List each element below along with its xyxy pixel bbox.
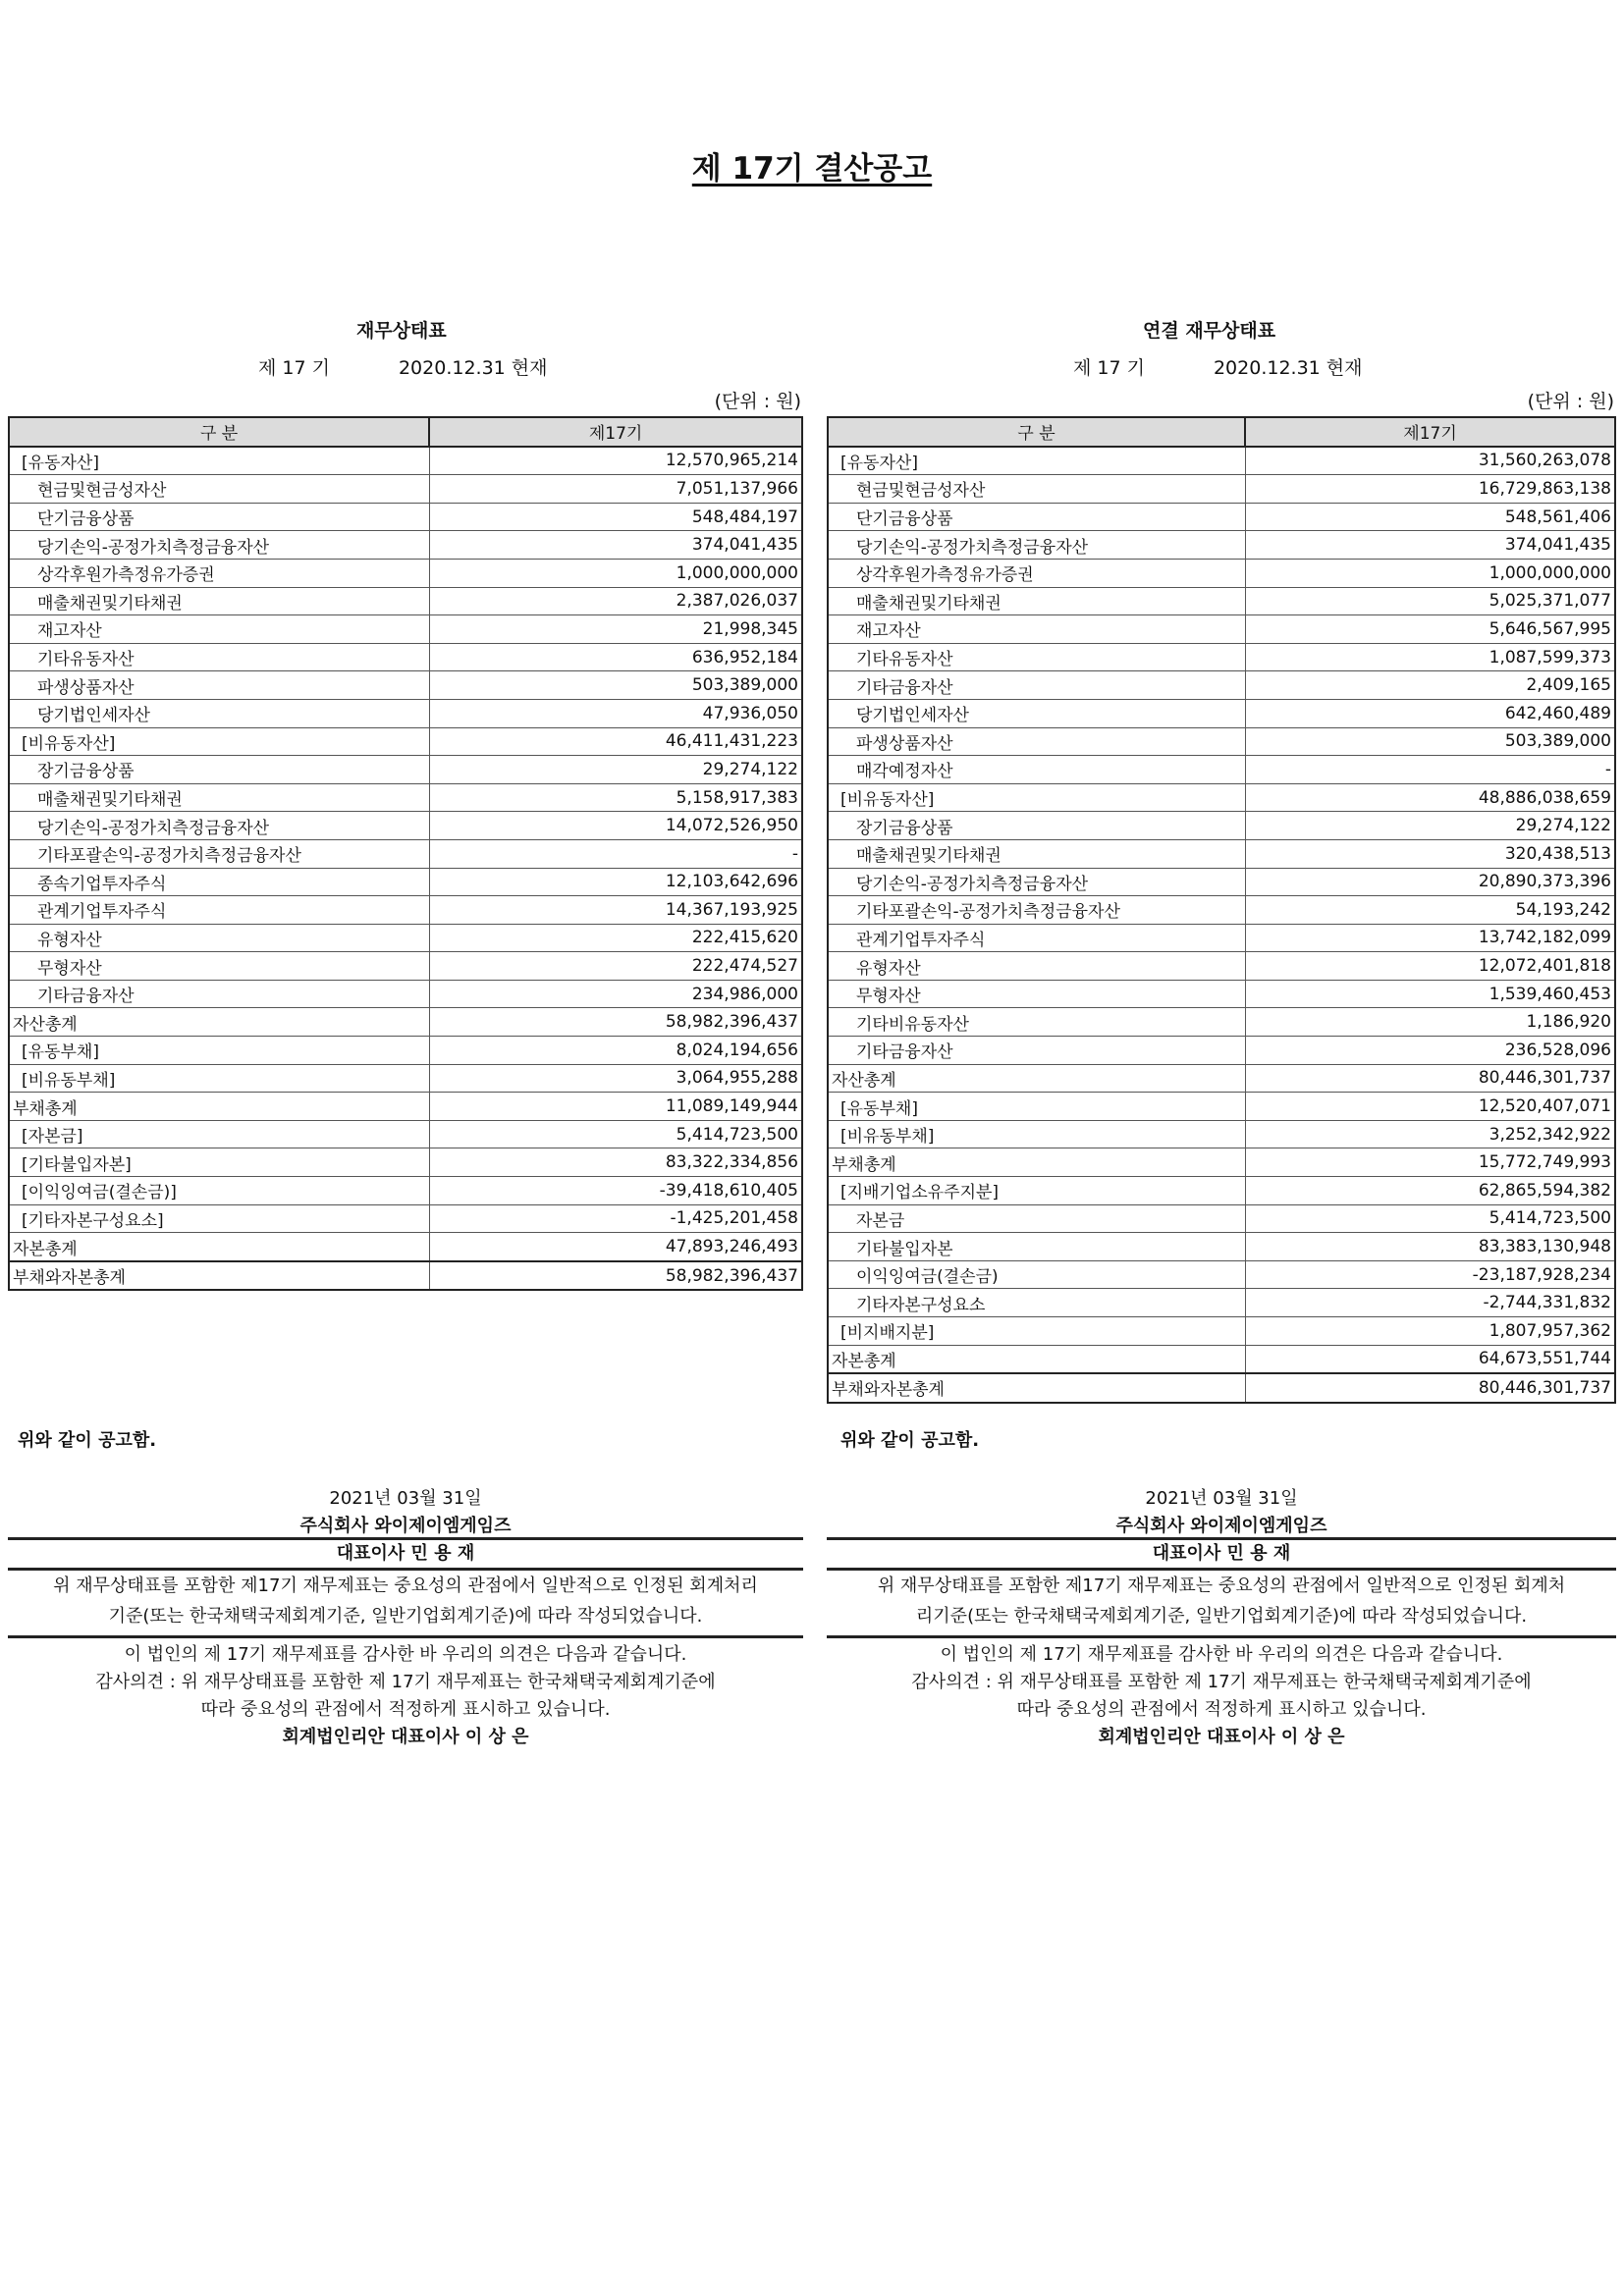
row-label: 자본총계 [828, 1345, 1245, 1373]
table-row [9, 727, 802, 756]
row-label: 자본금 [828, 1204, 1245, 1233]
row-label: 단기금융상품 [9, 503, 429, 531]
table-row [9, 839, 802, 868]
row-amount: 16,729,863,138 [1245, 475, 1615, 504]
table-row [9, 671, 802, 700]
audit-statement: 위 재무상태표를 포함한 제17기 재무제표는 중요성의 관점에서 일반적으로 인정된 회계처 리기준(또는 한국채택국제회계기준, 일반기업회계기준)에 따라 작성되었습니다. [827, 1571, 1616, 1638]
statement-title: 연결 재무상태표 [1143, 320, 1276, 342]
row-label: 자산총계 [828, 1064, 1245, 1093]
row-amount: 5,158,917,383 [429, 783, 802, 812]
row-label: 기타금융자산 [9, 980, 429, 1008]
table-row [9, 952, 802, 981]
row-amount: 64,673,551,744 [1245, 1345, 1615, 1373]
row-amount: 21,998,345 [429, 615, 802, 644]
table-row [828, 1120, 1615, 1148]
audit-opinion: 이 법인의 제 17기 재무제표를 감사한 바 우리의 의견은 다음과 같습니다. 감사의견 : 위 재무상태표를 포함한 제 17기 재무제표는 한국채택국제회계기준에 따라 중요성의 관점에서 적정하게 표시하고 있습니다. 회계법인리안 대표이사 이 상 은 [8, 1641, 803, 1751]
table-row [828, 812, 1615, 840]
row-label: 매출채권및기타채권 [9, 587, 429, 615]
ceo-name: 대표이사 민 용 재 [827, 1537, 1616, 1571]
row-amount: 374,041,435 [1245, 531, 1615, 560]
row-amount: 1,000,000,000 [429, 559, 802, 587]
row-label: 부채와자본총계 [828, 1373, 1245, 1403]
row-amount: 83,383,130,948 [1245, 1233, 1615, 1261]
closing-statement: 위와 같이 공고함. [18, 1430, 157, 1451]
consolidated-balance-sheet-table [827, 416, 1616, 1404]
row-amount: 8,024,194,656 [429, 1037, 802, 1065]
row-label: [기타불입자본] [9, 1148, 429, 1177]
table-row [9, 1177, 802, 1205]
table-row [9, 868, 802, 896]
table-row [828, 475, 1615, 504]
table-row [828, 503, 1615, 531]
row-amount: 54,193,242 [1245, 896, 1615, 925]
table-row [9, 812, 802, 840]
statement-period: 제 17 기 2020.12.31 현재 [258, 357, 548, 379]
table-row [9, 615, 802, 644]
row-label: [비유동자산] [828, 783, 1245, 812]
row-amount: 83,322,334,856 [429, 1148, 802, 1177]
column-header-category: 구 분 [9, 417, 429, 447]
row-label: 당기손익-공정가치측정금융자산 [9, 531, 429, 560]
row-label: 기타포괄손익-공정가치측정금융자산 [9, 839, 429, 868]
ceo-name: 대표이사 민 용 재 [8, 1537, 803, 1571]
row-label: 부채와자본총계 [9, 1261, 429, 1291]
table-header-row [9, 417, 802, 447]
row-label: [자본금] [9, 1120, 429, 1148]
table-row [9, 1261, 802, 1291]
table-row [828, 1177, 1615, 1205]
table-row [828, 587, 1615, 615]
table-row [828, 783, 1615, 812]
table-row [9, 1120, 802, 1148]
row-amount: -39,418,610,405 [429, 1177, 802, 1205]
row-amount: -2,744,331,832 [1245, 1289, 1615, 1317]
audit-opinion: 이 법인의 제 17기 재무제표를 감사한 바 우리의 의견은 다음과 같습니다. 감사의견 : 위 재무상태표를 포함한 제 17기 재무제표는 한국채택국제회계기준에 따라 중요성의 관점에서 적정하게 표시하고 있습니다. 회계법인리안 대표이사 이 상 은 [827, 1641, 1616, 1751]
row-amount: - [1245, 756, 1615, 784]
row-label: [유동부채] [828, 1093, 1245, 1121]
auditor-name: 회계법인리안 대표이사 이 상 은 [1098, 1727, 1345, 1747]
row-label: 당기법인세자산 [9, 699, 429, 727]
row-label: 기타포괄손익-공정가치측정금융자산 [828, 896, 1245, 925]
row-amount: 3,064,955,288 [429, 1064, 802, 1093]
table-row [9, 559, 802, 587]
row-amount: 636,952,184 [429, 643, 802, 671]
table-row [828, 1037, 1615, 1065]
table-row [9, 1148, 802, 1177]
row-label: 파생상품자산 [9, 671, 429, 700]
table-row [828, 1148, 1615, 1177]
row-label: [이익잉여금(결손금)] [9, 1177, 429, 1205]
row-amount: 14,072,526,950 [429, 812, 802, 840]
row-amount: 1,000,000,000 [1245, 559, 1615, 587]
statement-title: 재무상태표 [356, 320, 447, 342]
row-amount: 2,387,026,037 [429, 587, 802, 615]
table-row [828, 1093, 1615, 1121]
row-amount: 31,560,263,078 [1245, 447, 1615, 475]
table-row [9, 503, 802, 531]
row-amount: 62,865,594,382 [1245, 1177, 1615, 1205]
row-label: 당기손익-공정가치측정금융자산 [9, 812, 429, 840]
table-row [9, 1064, 802, 1093]
row-amount: 58,982,396,437 [429, 1261, 802, 1291]
table-row [828, 952, 1615, 981]
row-label: 상각후원가측정유가증권 [828, 559, 1245, 587]
table-row [828, 924, 1615, 952]
row-label: 매출채권및기타채권 [9, 783, 429, 812]
table-row [828, 615, 1615, 644]
table-row [9, 924, 802, 952]
row-label: [지배기업소유주지분] [828, 1177, 1245, 1205]
sign-date: 2021년 03월 31일 [1145, 1488, 1298, 1509]
row-amount: 503,389,000 [1245, 727, 1615, 756]
row-label: 자본총계 [9, 1233, 429, 1261]
row-label: [기타자본구성요소] [9, 1204, 429, 1233]
table-row [828, 1289, 1615, 1317]
table-row [828, 839, 1615, 868]
row-amount: 642,460,489 [1245, 699, 1615, 727]
row-amount: 1,807,957,362 [1245, 1317, 1615, 1346]
unit-label: (단위 : 원) [714, 391, 801, 412]
unit-label: (단위 : 원) [1527, 391, 1614, 412]
row-label: [비유동부채] [828, 1120, 1245, 1148]
row-label: 기타자본구성요소 [828, 1289, 1245, 1317]
table-row [9, 1008, 802, 1037]
table-row [828, 531, 1615, 560]
row-amount: 29,274,122 [429, 756, 802, 784]
row-label: 부채총계 [828, 1148, 1245, 1177]
balance-sheet-table [8, 416, 803, 1291]
row-amount: 1,539,460,453 [1245, 980, 1615, 1008]
row-label: 기타금융자산 [828, 1037, 1245, 1065]
table-row [828, 1204, 1615, 1233]
table-row [828, 1345, 1615, 1373]
row-amount: 2,409,165 [1245, 671, 1615, 700]
row-amount: 236,528,096 [1245, 1037, 1615, 1065]
row-amount: 320,438,513 [1245, 839, 1615, 868]
row-amount: 11,089,149,944 [429, 1093, 802, 1121]
row-label: 이익잉여금(결손금) [828, 1260, 1245, 1289]
row-label: 당기손익-공정가치측정금융자산 [828, 868, 1245, 896]
column-header-period: 제17기 [1245, 417, 1615, 447]
row-label: 무형자산 [828, 980, 1245, 1008]
sign-date: 2021년 03월 31일 [329, 1488, 482, 1509]
company-name: 주식회사 와이제이엠게임즈 [299, 1516, 512, 1536]
auditor-name: 회계법인리안 대표이사 이 상 은 [282, 1727, 529, 1747]
row-amount: 5,414,723,500 [429, 1120, 802, 1148]
row-amount: 503,389,000 [429, 671, 802, 700]
row-label: 유형자산 [9, 924, 429, 952]
row-label: [유동부채] [9, 1037, 429, 1065]
row-label: 상각후원가측정유가증권 [9, 559, 429, 587]
statement-period: 제 17 기 2020.12.31 현재 [1073, 357, 1363, 379]
signature-block [8, 1484, 803, 1571]
table-row [9, 896, 802, 925]
row-amount: 5,646,567,995 [1245, 615, 1615, 644]
row-amount: -23,187,928,234 [1245, 1260, 1615, 1289]
row-label: 유형자산 [828, 952, 1245, 981]
row-amount: 14,367,193,925 [429, 896, 802, 925]
table-row [9, 531, 802, 560]
row-label: 기타금융자산 [828, 671, 1245, 700]
table-row [9, 1037, 802, 1065]
table-row [828, 896, 1615, 925]
table-row [9, 1093, 802, 1121]
row-amount: 5,414,723,500 [1245, 1204, 1615, 1233]
row-label: 매출채권및기타채권 [828, 839, 1245, 868]
table-row [828, 1260, 1615, 1289]
row-label: 부채총계 [9, 1093, 429, 1121]
audit-statement: 위 재무상태표를 포함한 제17기 재무제표는 중요성의 관점에서 일반적으로 인정된 회계처리 기준(또는 한국채택국제회계기준, 일반기업회계기준)에 따라 작성되었습니다. [8, 1571, 803, 1638]
row-label: 기타비유동자산 [828, 1008, 1245, 1037]
table-row [9, 475, 802, 504]
row-label: 기타유동자산 [828, 643, 1245, 671]
company-name: 주식회사 와이제이엠게임즈 [1115, 1516, 1327, 1536]
row-label: [유동자산] [9, 447, 429, 475]
row-label: 당기손익-공정가치측정금융자산 [828, 531, 1245, 560]
row-amount: 222,474,527 [429, 952, 802, 981]
row-label: 장기금융상품 [828, 812, 1245, 840]
row-label: 파생상품자산 [828, 727, 1245, 756]
table-row [9, 1233, 802, 1261]
table-row [828, 1233, 1615, 1261]
row-label: 기타유동자산 [9, 643, 429, 671]
row-amount: 374,041,435 [429, 531, 802, 560]
row-label: 종속기업투자주식 [9, 868, 429, 896]
table-row [9, 643, 802, 671]
table-row [828, 699, 1615, 727]
row-label: 기타불입자본 [828, 1233, 1245, 1261]
row-amount: 15,772,749,993 [1245, 1148, 1615, 1177]
table-row [828, 727, 1615, 756]
row-label: 당기법인세자산 [828, 699, 1245, 727]
row-label: 매출채권및기타채권 [828, 587, 1245, 615]
row-amount: 3,252,342,922 [1245, 1120, 1615, 1148]
signature-block [827, 1484, 1616, 1571]
table-row [828, 559, 1615, 587]
table-row [828, 447, 1615, 475]
table-row [9, 756, 802, 784]
row-amount: 58,982,396,437 [429, 1008, 802, 1037]
table-row [828, 980, 1615, 1008]
column-header-period: 제17기 [429, 417, 802, 447]
row-amount: 47,936,050 [429, 699, 802, 727]
table-row [9, 1204, 802, 1233]
row-amount: 548,561,406 [1245, 503, 1615, 531]
row-amount: 1,186,920 [1245, 1008, 1615, 1037]
row-label: [비유동부채] [9, 1064, 429, 1093]
table-header-row [828, 417, 1615, 447]
table-row [9, 587, 802, 615]
row-amount: 47,893,246,493 [429, 1233, 802, 1261]
row-label: 재고자산 [828, 615, 1245, 644]
row-label: 재고자산 [9, 615, 429, 644]
table-row [828, 643, 1615, 671]
row-amount: 12,103,642,696 [429, 868, 802, 896]
row-amount: 5,025,371,077 [1245, 587, 1615, 615]
row-amount: 29,274,122 [1245, 812, 1615, 840]
row-amount: -1,425,201,458 [429, 1204, 802, 1233]
table-row [828, 1064, 1615, 1093]
row-label: 장기금융상품 [9, 756, 429, 784]
row-label: 관계기업투자주식 [828, 924, 1245, 952]
row-amount: 80,446,301,737 [1245, 1373, 1615, 1403]
table-row [828, 1373, 1615, 1403]
table-row [9, 980, 802, 1008]
table-row [828, 671, 1615, 700]
column-header-category: 구 분 [828, 417, 1245, 447]
row-amount: 48,886,038,659 [1245, 783, 1615, 812]
row-amount: 12,520,407,071 [1245, 1093, 1615, 1121]
row-amount: 12,072,401,818 [1245, 952, 1615, 981]
row-amount: - [429, 839, 802, 868]
row-label: 관계기업투자주식 [9, 896, 429, 925]
row-amount: 46,411,431,223 [429, 727, 802, 756]
row-label: 자산총계 [9, 1008, 429, 1037]
row-label: 무형자산 [9, 952, 429, 981]
row-label: [비유동자산] [9, 727, 429, 756]
page-title: 제 17기 결산공고 [691, 151, 933, 187]
table-row [9, 783, 802, 812]
row-amount: 222,415,620 [429, 924, 802, 952]
table-row [828, 868, 1615, 896]
row-label: 매각예정자산 [828, 756, 1245, 784]
row-label: 현금및현금성자산 [9, 475, 429, 504]
row-amount: 548,484,197 [429, 503, 802, 531]
row-amount: 1,087,599,373 [1245, 643, 1615, 671]
row-amount: 7,051,137,966 [429, 475, 802, 504]
table-row [9, 699, 802, 727]
row-label: [유동자산] [828, 447, 1245, 475]
row-amount: 20,890,373,396 [1245, 868, 1615, 896]
row-amount: 80,446,301,737 [1245, 1064, 1615, 1093]
table-row [828, 1008, 1615, 1037]
row-amount: 12,570,965,214 [429, 447, 802, 475]
row-label: 현금및현금성자산 [828, 475, 1245, 504]
row-amount: 13,742,182,099 [1245, 924, 1615, 952]
table-row [828, 756, 1615, 784]
row-amount: 234,986,000 [429, 980, 802, 1008]
table-row [9, 447, 802, 475]
row-label: [비지배지분] [828, 1317, 1245, 1346]
row-label: 단기금융상품 [828, 503, 1245, 531]
closing-statement: 위와 같이 공고함. [840, 1430, 980, 1451]
table-row [828, 1317, 1615, 1346]
